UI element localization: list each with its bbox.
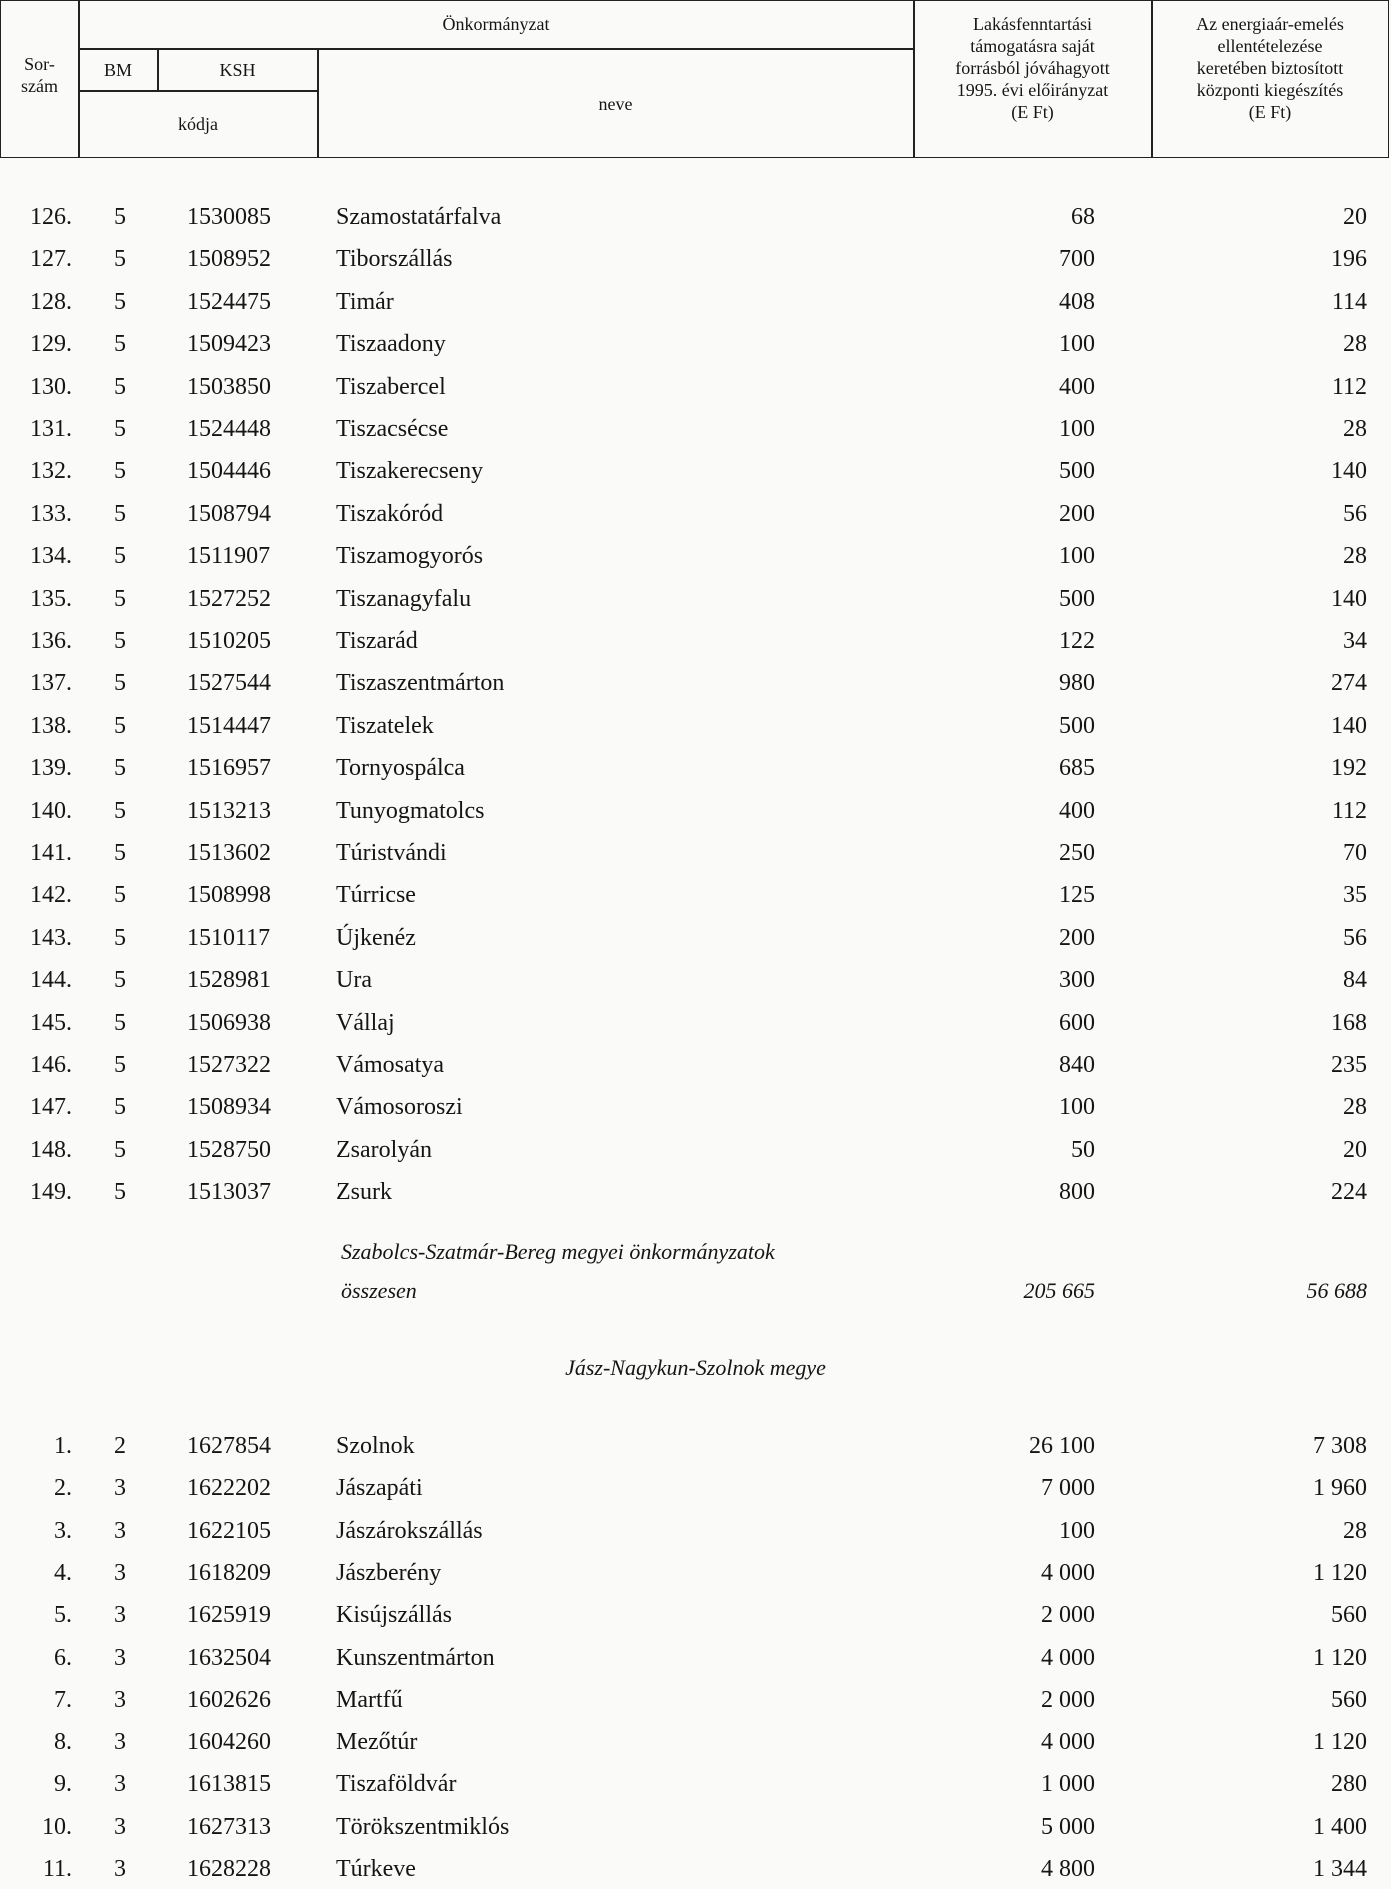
table-row bbox=[0, 875, 1391, 915]
municipality-name: Mezőtúr bbox=[336, 1729, 418, 1756]
municipality-name: Tiszaszentmárton bbox=[336, 670, 505, 697]
row-number: 142. bbox=[30, 882, 72, 909]
value-lakas: 600 bbox=[1059, 1009, 1095, 1036]
municipality-name: Tiszabercel bbox=[336, 373, 446, 400]
table-row bbox=[0, 494, 1391, 534]
municipality-name: Vámosatya bbox=[336, 1052, 444, 1078]
header-bm: BM bbox=[103, 60, 132, 80]
municipality-name: Zsarolyán bbox=[336, 1136, 432, 1163]
total-value-energia: 56 688 bbox=[1306, 1278, 1367, 1303]
bm-code: 5 bbox=[114, 1009, 126, 1036]
bm-code: 5 bbox=[114, 628, 126, 654]
ksh-code: 1524475 bbox=[187, 288, 271, 315]
bm-code: 5 bbox=[114, 543, 126, 570]
value-energia: 84 bbox=[1343, 967, 1367, 994]
municipality-name: Tiszacsécse bbox=[336, 416, 449, 442]
municipality-name: Tiszaföldvár bbox=[336, 1771, 457, 1798]
table-row bbox=[0, 324, 1391, 364]
value-energia: 224 bbox=[1331, 1179, 1367, 1206]
value-lakas: 100 bbox=[1059, 331, 1095, 358]
row-number: 135. bbox=[30, 585, 72, 612]
value-lakas: 700 bbox=[1059, 246, 1095, 273]
value-energia: 1 344 bbox=[1313, 1856, 1367, 1882]
value-lakas: 4 000 bbox=[1041, 1644, 1095, 1671]
municipality-name: Jászárokszállás bbox=[336, 1517, 483, 1544]
table-row bbox=[0, 1722, 1391, 1762]
value-energia: 560 bbox=[1331, 1602, 1367, 1629]
municipality-name: Tiszakerecseny bbox=[336, 458, 484, 485]
table-row bbox=[0, 1849, 1391, 1889]
ksh-code: 1503850 bbox=[187, 373, 271, 400]
ksh-code: 1511907 bbox=[187, 543, 271, 570]
county-total-row bbox=[0, 1271, 1391, 1311]
bm-code: 5 bbox=[114, 416, 126, 442]
value-energia: 140 bbox=[1331, 458, 1367, 485]
value-lakas: 2 000 bbox=[1041, 1686, 1095, 1713]
value-energia: 140 bbox=[1331, 585, 1367, 612]
row-number: 7. bbox=[54, 1686, 72, 1713]
value-lakas: 4 000 bbox=[1041, 1559, 1095, 1586]
row-number: 145. bbox=[30, 1009, 72, 1036]
table-row bbox=[0, 579, 1391, 619]
value-energia: 28 bbox=[1343, 1517, 1367, 1544]
value-energia: 274 bbox=[1331, 670, 1367, 697]
ksh-code: 1513602 bbox=[187, 840, 271, 866]
municipality-name: Martfű bbox=[336, 1686, 403, 1713]
bm-code: 3 bbox=[114, 1475, 126, 1502]
table-row bbox=[0, 197, 1391, 237]
bm-code: 5 bbox=[114, 500, 126, 527]
ksh-code: 1632504 bbox=[187, 1644, 271, 1671]
header-onkormanyzat: Önkormányzat bbox=[442, 14, 550, 34]
value-energia: 1 120 bbox=[1313, 1644, 1367, 1671]
table-row bbox=[0, 960, 1391, 1000]
ksh-code: 1528981 bbox=[187, 967, 271, 994]
table-row bbox=[0, 536, 1391, 576]
value-energia: 28 bbox=[1343, 1094, 1367, 1121]
value-lakas: 400 bbox=[1059, 797, 1095, 824]
total-line1: Szabolcs-Szatmár-Bereg megyei önkormányzatok bbox=[341, 1239, 775, 1264]
value-lakas: 200 bbox=[1059, 924, 1095, 951]
bm-code: 5 bbox=[114, 670, 126, 697]
ksh-code: 1625919 bbox=[187, 1602, 271, 1629]
row-number: 134. bbox=[30, 543, 72, 570]
value-energia: 1 400 bbox=[1313, 1813, 1367, 1840]
ksh-code: 1602626 bbox=[187, 1686, 271, 1713]
value-energia: 56 bbox=[1343, 500, 1367, 527]
ksh-code: 1627313 bbox=[187, 1813, 271, 1840]
value-energia: 28 bbox=[1343, 543, 1367, 570]
row-number: 144. bbox=[30, 967, 72, 994]
municipality-name: Túrricse bbox=[336, 882, 416, 909]
row-number: 141. bbox=[30, 840, 72, 866]
value-lakas: 200 bbox=[1059, 500, 1095, 527]
value-lakas: 100 bbox=[1059, 1517, 1095, 1544]
header-sorszam: Sor- szám bbox=[21, 54, 58, 96]
bm-code: 5 bbox=[114, 712, 126, 739]
row-number: 3. bbox=[54, 1517, 72, 1544]
row-number: 133. bbox=[30, 500, 72, 527]
row-number: 146. bbox=[30, 1052, 72, 1078]
table-row bbox=[0, 1045, 1391, 1085]
value-lakas: 1 000 bbox=[1041, 1771, 1095, 1798]
bm-code: 5 bbox=[114, 373, 126, 400]
table-row bbox=[0, 1426, 1391, 1466]
row-number: 128. bbox=[30, 288, 72, 315]
ksh-code: 1504446 bbox=[187, 458, 271, 485]
municipality-name: Túrkeve bbox=[336, 1856, 416, 1882]
municipality-name: Kisújszállás bbox=[336, 1602, 452, 1629]
ksh-code: 1627854 bbox=[187, 1433, 271, 1459]
value-energia: 56 bbox=[1343, 924, 1367, 951]
value-energia: 35 bbox=[1343, 882, 1367, 909]
value-energia: 28 bbox=[1343, 331, 1367, 358]
row-number: 138. bbox=[30, 712, 72, 739]
table-row bbox=[0, 1638, 1391, 1678]
municipality-name: Timár bbox=[336, 288, 394, 315]
row-number: 2. bbox=[54, 1475, 72, 1502]
bm-code: 5 bbox=[114, 840, 126, 866]
municipality-name: Tiborszállás bbox=[336, 246, 453, 273]
value-lakas: 122 bbox=[1059, 628, 1095, 654]
row-number: 148. bbox=[30, 1136, 72, 1163]
value-lakas: 500 bbox=[1059, 585, 1095, 612]
bm-code: 3 bbox=[114, 1729, 126, 1756]
row-number: 130. bbox=[30, 373, 72, 400]
municipality-name: Tiszatelek bbox=[336, 712, 434, 739]
table-row bbox=[0, 1468, 1391, 1508]
municipality-name: Tunyogmatolcs bbox=[336, 797, 485, 824]
ksh-code: 1527322 bbox=[187, 1052, 271, 1078]
ksh-code: 1604260 bbox=[187, 1729, 271, 1756]
table-row bbox=[0, 621, 1391, 661]
value-lakas: 4 000 bbox=[1041, 1729, 1095, 1756]
row-number: 5. bbox=[54, 1602, 72, 1629]
bm-code: 5 bbox=[114, 585, 126, 612]
municipality-name: Vámosoroszi bbox=[336, 1094, 463, 1121]
value-lakas: 5 000 bbox=[1041, 1813, 1095, 1840]
value-lakas: 100 bbox=[1059, 543, 1095, 570]
value-energia: 20 bbox=[1343, 1136, 1367, 1163]
ksh-code: 1613815 bbox=[187, 1771, 271, 1798]
row-number: 137. bbox=[30, 670, 72, 697]
ksh-code: 1618209 bbox=[187, 1559, 271, 1586]
value-lakas: 4 800 bbox=[1041, 1856, 1095, 1882]
municipality-name: Tiszakóród bbox=[336, 500, 444, 527]
bm-code: 5 bbox=[114, 1179, 126, 1206]
ksh-code: 1509423 bbox=[187, 331, 271, 358]
table-row bbox=[0, 663, 1391, 703]
row-number: 149. bbox=[30, 1179, 72, 1206]
ksh-code: 1510117 bbox=[187, 924, 271, 951]
bm-code: 3 bbox=[114, 1813, 126, 1840]
table-row bbox=[0, 833, 1391, 873]
value-lakas: 300 bbox=[1059, 967, 1095, 994]
value-lakas: 500 bbox=[1059, 458, 1095, 485]
row-number: 127. bbox=[30, 246, 72, 273]
bm-code: 3 bbox=[114, 1559, 126, 1586]
table-row bbox=[0, 1087, 1391, 1127]
municipality-name: Tiszarád bbox=[336, 628, 418, 654]
value-lakas: 7 000 bbox=[1041, 1475, 1095, 1502]
bm-code: 5 bbox=[114, 246, 126, 273]
municipality-name: Tiszaadony bbox=[336, 331, 446, 358]
value-lakas: 2 000 bbox=[1041, 1602, 1095, 1629]
total-line2: összesen bbox=[341, 1278, 417, 1303]
bm-code: 3 bbox=[114, 1856, 126, 1882]
bm-code: 3 bbox=[114, 1517, 126, 1544]
header-lakasfenntartasi: Lakásfenntartási támogatásra saját forrásból jóváhagyott 1995. évi előirányzat (E Ft) bbox=[955, 14, 1110, 122]
ksh-code: 1527544 bbox=[187, 670, 271, 697]
value-energia: 280 bbox=[1331, 1771, 1367, 1798]
value-energia: 28 bbox=[1343, 416, 1367, 442]
header-ksh: KSH bbox=[219, 60, 256, 80]
table-row bbox=[0, 1511, 1391, 1551]
value-lakas: 500 bbox=[1059, 712, 1095, 739]
ksh-code: 1513213 bbox=[187, 797, 271, 824]
row-number: 143. bbox=[30, 924, 72, 951]
ksh-code: 1628228 bbox=[187, 1856, 271, 1882]
ksh-code: 1514447 bbox=[187, 712, 271, 739]
row-number: 136. bbox=[30, 628, 72, 654]
header-neve: neve bbox=[598, 94, 633, 114]
bm-code: 5 bbox=[114, 755, 126, 782]
header-energiaar: Az energiaár-emelés ellentételezése keretében biztosított központi kiegészítés (E Ft) bbox=[1196, 14, 1344, 122]
county-total-label bbox=[0, 1232, 1391, 1272]
row-number: 131. bbox=[30, 416, 72, 442]
table-row bbox=[0, 282, 1391, 322]
table-row bbox=[0, 1172, 1391, 1212]
table-row bbox=[0, 791, 1391, 831]
bm-code: 2 bbox=[114, 1433, 126, 1459]
bm-code: 5 bbox=[114, 204, 126, 230]
bm-code: 3 bbox=[114, 1602, 126, 1629]
ksh-code: 1510205 bbox=[187, 628, 271, 654]
bm-code: 5 bbox=[114, 288, 126, 315]
bm-code: 5 bbox=[114, 924, 126, 951]
row-number: 129. bbox=[30, 331, 72, 358]
ksh-code: 1508794 bbox=[187, 500, 271, 527]
bm-code: 5 bbox=[114, 458, 126, 485]
value-lakas: 685 bbox=[1059, 755, 1095, 782]
bm-code: 5 bbox=[114, 882, 126, 909]
value-energia: 1 120 bbox=[1313, 1729, 1367, 1756]
municipality-name: Törökszentmiklós bbox=[336, 1813, 510, 1840]
row-number: 1. bbox=[54, 1433, 72, 1459]
table-row bbox=[0, 1595, 1391, 1635]
ksh-code: 1524448 bbox=[187, 416, 271, 442]
row-number: 10. bbox=[42, 1813, 72, 1840]
value-energia: 70 bbox=[1343, 840, 1367, 866]
row-number: 126. bbox=[30, 204, 72, 230]
section-title: Jász-Nagykun-Szolnok megye bbox=[565, 1355, 826, 1380]
value-lakas: 250 bbox=[1059, 840, 1095, 866]
municipality-name: Ura bbox=[336, 967, 372, 994]
table-header bbox=[0, 0, 1389, 158]
value-lakas: 68 bbox=[1071, 204, 1095, 230]
ksh-code: 1508952 bbox=[187, 246, 271, 273]
ksh-code: 1527252 bbox=[187, 585, 271, 612]
value-lakas: 125 bbox=[1059, 882, 1095, 909]
bm-code: 3 bbox=[114, 1686, 126, 1713]
table-row bbox=[0, 451, 1391, 491]
value-lakas: 840 bbox=[1059, 1052, 1095, 1078]
value-energia: 560 bbox=[1331, 1686, 1367, 1713]
ksh-code: 1508934 bbox=[187, 1094, 271, 1121]
table-row bbox=[0, 1764, 1391, 1804]
value-energia: 114 bbox=[1331, 288, 1367, 315]
municipality-name: Tornyospálca bbox=[336, 755, 465, 782]
municipality-name: Tiszamogyorós bbox=[336, 543, 484, 570]
bm-code: 3 bbox=[114, 1644, 126, 1671]
bm-code: 5 bbox=[114, 1094, 126, 1121]
ksh-code: 1506938 bbox=[187, 1009, 271, 1036]
table-row bbox=[0, 918, 1391, 958]
value-energia: 168 bbox=[1331, 1009, 1367, 1036]
value-energia: 34 bbox=[1343, 628, 1367, 654]
municipality-name: Túristvándi bbox=[336, 840, 447, 866]
value-lakas: 980 bbox=[1059, 670, 1095, 697]
row-number: 8. bbox=[54, 1729, 72, 1756]
table-row bbox=[0, 706, 1391, 746]
header-kodja: kódja bbox=[178, 114, 218, 134]
municipality-name: Újkenéz bbox=[336, 924, 416, 951]
ksh-code: 1528750 bbox=[187, 1136, 271, 1163]
bm-code: 5 bbox=[114, 967, 126, 994]
table-row bbox=[0, 748, 1391, 788]
municipality-name: Jászapáti bbox=[336, 1475, 423, 1502]
value-lakas: 50 bbox=[1071, 1136, 1095, 1163]
table-row bbox=[0, 409, 1391, 449]
value-lakas: 408 bbox=[1059, 288, 1095, 315]
table-row bbox=[0, 1807, 1391, 1847]
municipality-name: Kunszentmárton bbox=[336, 1644, 495, 1671]
municipality-name: Jászberény bbox=[336, 1559, 442, 1586]
bm-code: 5 bbox=[114, 797, 126, 824]
value-lakas: 400 bbox=[1059, 373, 1095, 400]
value-energia: 1 120 bbox=[1313, 1559, 1367, 1586]
row-number: 4. bbox=[54, 1559, 72, 1586]
total-value-lakas: 205 665 bbox=[1023, 1278, 1095, 1303]
value-energia: 112 bbox=[1331, 797, 1367, 824]
ksh-code: 1622105 bbox=[187, 1517, 271, 1544]
municipality-name: Zsurk bbox=[336, 1179, 392, 1206]
municipality-name: Vállaj bbox=[336, 1009, 395, 1036]
row-number: 9. bbox=[54, 1771, 72, 1798]
row-number: 147. bbox=[30, 1094, 72, 1121]
table-row bbox=[0, 1680, 1391, 1720]
value-energia: 235 bbox=[1331, 1052, 1367, 1078]
row-number: 140. bbox=[30, 797, 72, 824]
value-energia: 192 bbox=[1331, 755, 1367, 782]
table-row bbox=[0, 367, 1391, 407]
ksh-code: 1516957 bbox=[187, 755, 271, 782]
municipality-name: Szolnok bbox=[336, 1433, 415, 1459]
municipality-name: Szamostatárfalva bbox=[336, 204, 502, 230]
value-lakas: 100 bbox=[1059, 416, 1095, 442]
row-number: 11. bbox=[42, 1856, 72, 1882]
bm-code: 5 bbox=[114, 1136, 126, 1163]
table-row bbox=[0, 1553, 1391, 1593]
value-energia: 112 bbox=[1331, 373, 1367, 400]
value-energia: 140 bbox=[1331, 712, 1367, 739]
row-number: 132. bbox=[30, 458, 72, 485]
ksh-code: 1513037 bbox=[187, 1179, 271, 1206]
value-energia: 1 960 bbox=[1313, 1475, 1367, 1502]
table-row bbox=[0, 1130, 1391, 1170]
value-lakas: 26 100 bbox=[1029, 1433, 1095, 1459]
bm-code: 5 bbox=[114, 1052, 126, 1078]
value-energia: 7 308 bbox=[1313, 1433, 1367, 1459]
ksh-code: 1530085 bbox=[187, 204, 271, 230]
value-lakas: 100 bbox=[1059, 1094, 1095, 1121]
value-lakas: 800 bbox=[1059, 1179, 1095, 1206]
ksh-code: 1622202 bbox=[187, 1475, 271, 1502]
bm-code: 5 bbox=[114, 331, 126, 358]
value-energia: 196 bbox=[1331, 246, 1367, 273]
row-number: 6. bbox=[54, 1644, 72, 1671]
municipality-name: Tiszanagyfalu bbox=[336, 585, 472, 612]
table-row bbox=[0, 239, 1391, 279]
ksh-code: 1508998 bbox=[187, 882, 271, 909]
bm-code: 3 bbox=[114, 1771, 126, 1798]
row-number: 139. bbox=[30, 755, 72, 782]
value-energia: 20 bbox=[1343, 204, 1367, 230]
table-row bbox=[0, 1003, 1391, 1043]
